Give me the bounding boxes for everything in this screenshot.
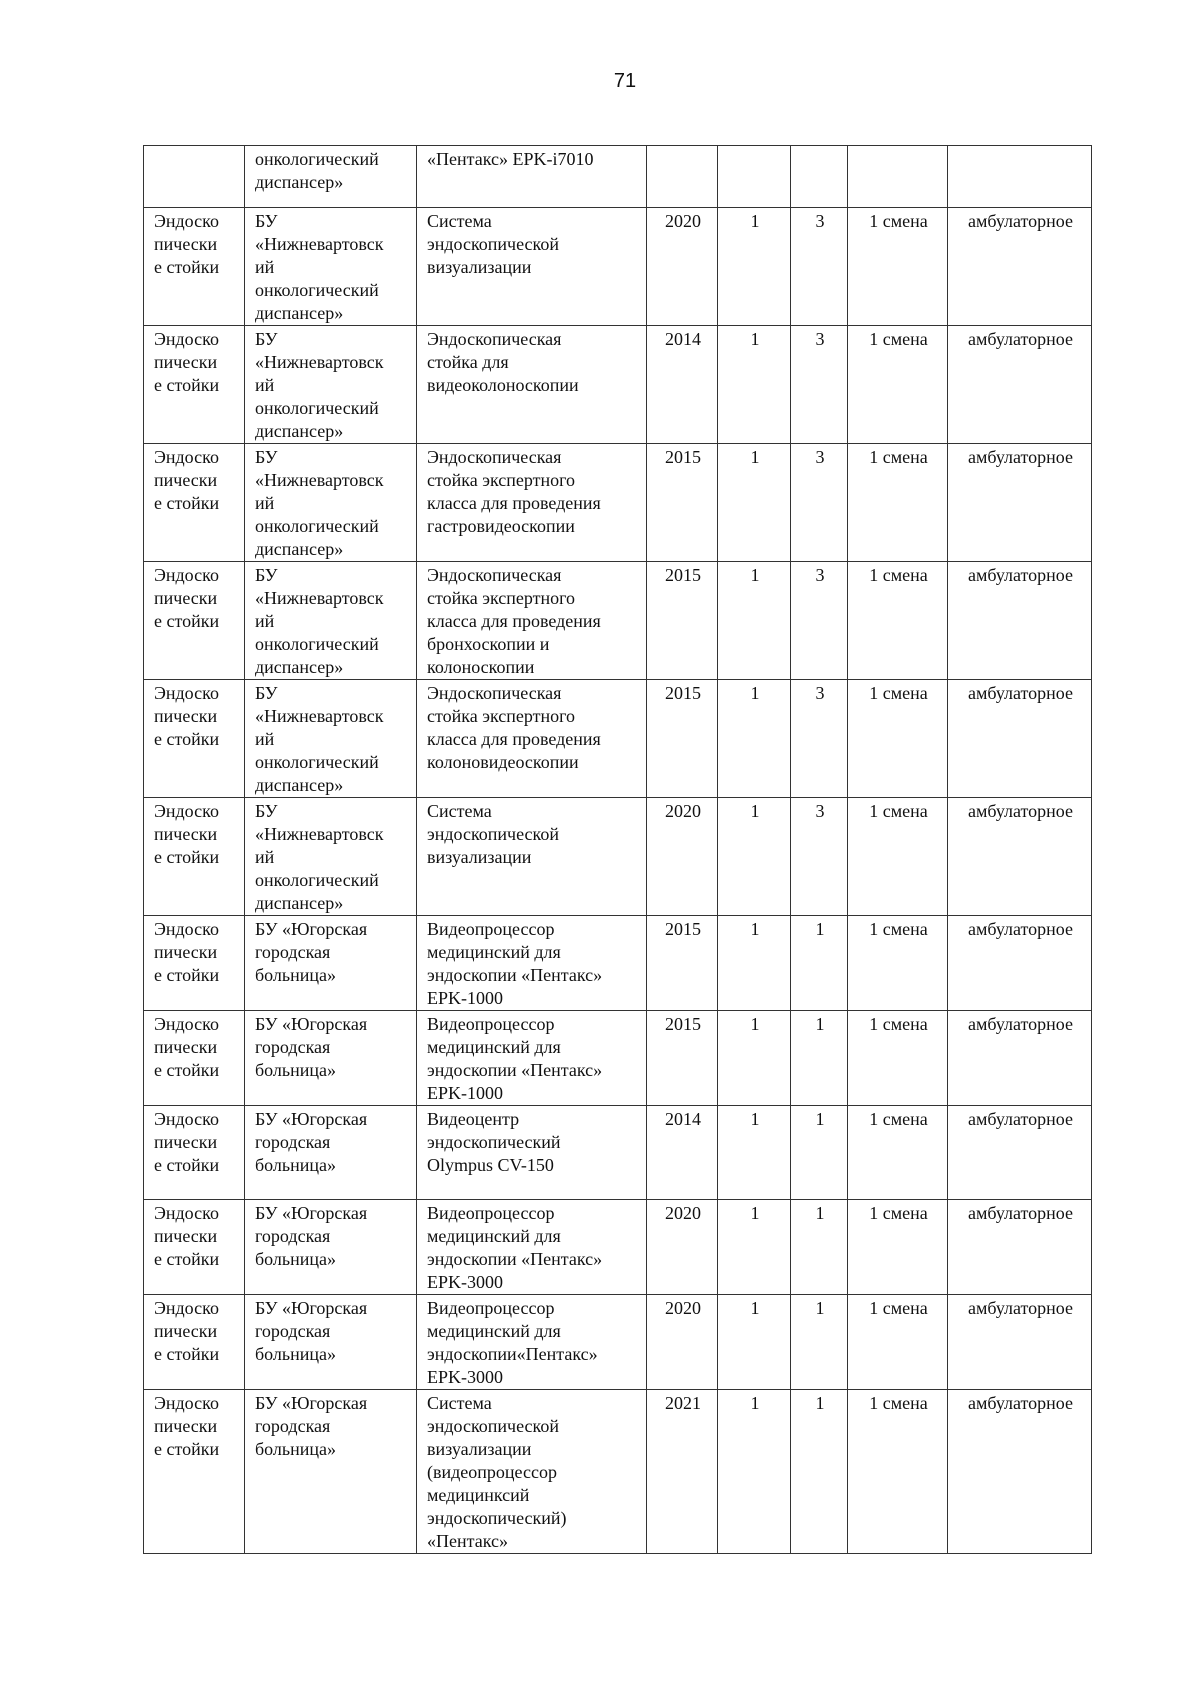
shifts-count-cell: 1	[791, 1106, 848, 1200]
shift-cell: 1 смена	[848, 208, 948, 326]
equipment-type-cell: Эндоско пически е стойки	[144, 916, 245, 1011]
device-name-cell: Видеопроцессор медицинский для эндоскопии «Пентакс» EPK-1000	[417, 916, 647, 1011]
equipment-table	[143, 145, 1092, 1554]
care-mode-cell: амбулаторное	[948, 1390, 1092, 1554]
device-name-cell: Система эндоскопической визуализации	[417, 798, 647, 916]
shift-cell: 1 смена	[848, 326, 948, 444]
year-cell: 2015	[647, 1011, 718, 1106]
table-row	[144, 1390, 1092, 1554]
table-row	[144, 1106, 1092, 1200]
organization-cell: БУ «Нижневартовск ий онкологический диспансер»	[245, 444, 417, 562]
device-name-cell: Видеопроцессор медицинский для эндоскопии«Пентакс» EPK-3000	[417, 1295, 647, 1390]
equipment-type-cell: Эндоско пически е стойки	[144, 326, 245, 444]
device-name-cell: Система эндоскопической визуализации (видеопроцессор медицинксий эндоскопический) «Пентакс»	[417, 1390, 647, 1554]
count-cell: 1	[718, 680, 791, 798]
page-number: 71	[613, 70, 637, 92]
count-cell: 1	[718, 1106, 791, 1200]
count-cell: 1	[718, 1390, 791, 1554]
device-name-cell: Эндоскопическая стойка экспертного класса для проведения бронхоскопии и колоноскопии	[417, 562, 647, 680]
shifts-count-cell: 1	[791, 1011, 848, 1106]
organization-cell: онкологический диспансер»	[245, 146, 417, 208]
shift-cell: 1 смена	[848, 562, 948, 680]
care-mode-cell: амбулаторное	[948, 562, 1092, 680]
device-name-cell: Эндоскопическая стойка для видеоколоноскопии	[417, 326, 647, 444]
care-mode-cell: амбулаторное	[948, 1295, 1092, 1390]
organization-cell: БУ «Югорская городская больница»	[245, 1295, 417, 1390]
equipment-type-cell: Эндоско пически е стойки	[144, 1200, 245, 1295]
organization-cell: БУ «Нижневартовск ий онкологический диспансер»	[245, 208, 417, 326]
year-cell: 2014	[647, 1106, 718, 1200]
organization-cell: БУ «Нижневартовск ий онкологический диспансер»	[245, 680, 417, 798]
table-row	[144, 326, 1092, 444]
care-mode-cell: амбулаторное	[948, 444, 1092, 562]
count-cell: 1	[718, 1011, 791, 1106]
count-cell	[718, 146, 791, 208]
shifts-count-cell: 3	[791, 798, 848, 916]
table-row	[144, 208, 1092, 326]
device-name-cell: «Пентакс» EPK-i7010	[417, 146, 647, 208]
shifts-count-cell: 3	[791, 208, 848, 326]
organization-cell: БУ «Югорская городская больница»	[245, 916, 417, 1011]
year-cell: 2020	[647, 1295, 718, 1390]
count-cell: 1	[718, 916, 791, 1011]
device-name-cell: Видеопроцессор медицинский для эндоскопии «Пентакс» EPK-3000	[417, 1200, 647, 1295]
equipment-type-cell: Эндоско пически е стойки	[144, 1390, 245, 1554]
care-mode-cell: амбулаторное	[948, 326, 1092, 444]
year-cell: 2015	[647, 444, 718, 562]
table-row	[144, 146, 1092, 208]
shift-cell	[848, 146, 948, 208]
organization-cell: БУ «Югорская городская больница»	[245, 1011, 417, 1106]
care-mode-cell: амбулаторное	[948, 680, 1092, 798]
shift-cell: 1 смена	[848, 1106, 948, 1200]
equipment-type-cell: Эндоско пически е стойки	[144, 562, 245, 680]
table-row	[144, 1200, 1092, 1295]
table-row	[144, 1295, 1092, 1390]
shift-cell: 1 смена	[848, 1390, 948, 1554]
count-cell: 1	[718, 798, 791, 916]
year-cell: 2015	[647, 680, 718, 798]
year-cell: 2015	[647, 562, 718, 680]
year-cell	[647, 146, 718, 208]
shift-cell: 1 смена	[848, 1200, 948, 1295]
table-row	[144, 798, 1092, 916]
count-cell: 1	[718, 1200, 791, 1295]
year-cell: 2020	[647, 1200, 718, 1295]
shifts-count-cell: 3	[791, 326, 848, 444]
count-cell: 1	[718, 444, 791, 562]
table-row	[144, 916, 1092, 1011]
equipment-type-cell: Эндоско пически е стойки	[144, 680, 245, 798]
table-row	[144, 1011, 1092, 1106]
shift-cell: 1 смена	[848, 798, 948, 916]
device-name-cell: Система эндоскопической визуализации	[417, 208, 647, 326]
device-name-cell: Эндоскопическая стойка экспертного класса для проведения гастровидеоскопии	[417, 444, 647, 562]
care-mode-cell	[948, 146, 1092, 208]
equipment-type-cell: Эндоско пически е стойки	[144, 1295, 245, 1390]
table-body	[144, 146, 1092, 1554]
year-cell: 2015	[647, 916, 718, 1011]
shifts-count-cell: 1	[791, 1295, 848, 1390]
year-cell: 2014	[647, 326, 718, 444]
count-cell: 1	[718, 326, 791, 444]
care-mode-cell: амбулаторное	[948, 916, 1092, 1011]
shifts-count-cell: 3	[791, 444, 848, 562]
organization-cell: БУ «Нижневартовск ий онкологический диспансер»	[245, 562, 417, 680]
shifts-count-cell: 3	[791, 562, 848, 680]
equipment-type-cell: Эндоско пически е стойки	[144, 798, 245, 916]
year-cell: 2021	[647, 1390, 718, 1554]
shift-cell: 1 смена	[848, 1295, 948, 1390]
care-mode-cell: амбулаторное	[948, 1011, 1092, 1106]
table-row	[144, 562, 1092, 680]
year-cell: 2020	[647, 208, 718, 326]
organization-cell: БУ «Югорская городская больница»	[245, 1106, 417, 1200]
shift-cell: 1 смена	[848, 916, 948, 1011]
shifts-count-cell: 3	[791, 680, 848, 798]
care-mode-cell: амбулаторное	[948, 1200, 1092, 1295]
organization-cell: БУ «Нижневартовск ий онкологический диспансер»	[245, 326, 417, 444]
shift-cell: 1 смена	[848, 1011, 948, 1106]
shifts-count-cell: 1	[791, 1200, 848, 1295]
device-name-cell: Эндоскопическая стойка экспертного класса для проведения колоновидеоскопии	[417, 680, 647, 798]
organization-cell: БУ «Югорская городская больница»	[245, 1390, 417, 1554]
equipment-type-cell	[144, 146, 245, 208]
shifts-count-cell: 1	[791, 1390, 848, 1554]
shift-cell: 1 смена	[848, 680, 948, 798]
equipment-type-cell: Эндоско пически е стойки	[144, 444, 245, 562]
count-cell: 1	[718, 562, 791, 680]
care-mode-cell: амбулаторное	[948, 1106, 1092, 1200]
year-cell: 2020	[647, 798, 718, 916]
shifts-count-cell: 1	[791, 916, 848, 1011]
care-mode-cell: амбулаторное	[948, 798, 1092, 916]
device-name-cell: Видеоцентр эндоскопический Olympus CV-150	[417, 1106, 647, 1200]
table-row	[144, 680, 1092, 798]
care-mode-cell: амбулаторное	[948, 208, 1092, 326]
count-cell: 1	[718, 1295, 791, 1390]
device-name-cell: Видеопроцессор медицинский для эндоскопии «Пентакс» EPK-1000	[417, 1011, 647, 1106]
organization-cell: БУ «Нижневартовск ий онкологический диспансер»	[245, 798, 417, 916]
shift-cell: 1 смена	[848, 444, 948, 562]
count-cell: 1	[718, 208, 791, 326]
table-row	[144, 444, 1092, 562]
shifts-count-cell	[791, 146, 848, 208]
equipment-type-cell: Эндоско пически е стойки	[144, 1106, 245, 1200]
equipment-type-cell: Эндоско пически е стойки	[144, 208, 245, 326]
equipment-type-cell: Эндоско пически е стойки	[144, 1011, 245, 1106]
organization-cell: БУ «Югорская городская больница»	[245, 1200, 417, 1295]
